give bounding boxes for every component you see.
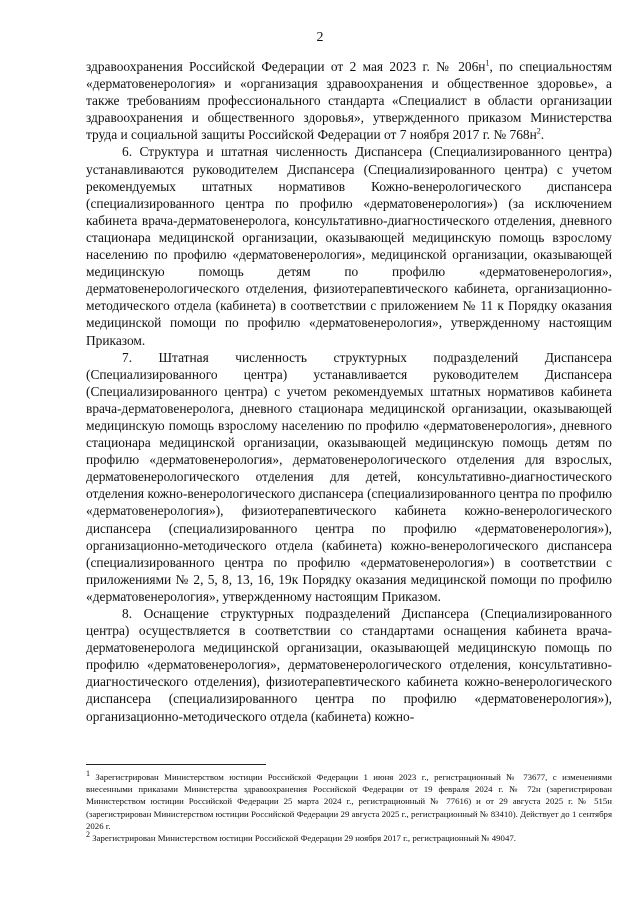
footnote-text: Зарегистрирован Министерством юстиции Российской Федерации 1 июня 2023 г., регистрационный № 73677, с изменениями внесенными приказами Министерства здравоохранения Российской Федерации от 19 февраля 2024 г. № 72н (зарегистрирован Министерством юстиции Российской Федерации 25 марта 2024 г., регистрационный № 77616) и от 29 августа 2025 г. № 515н (зарегистрирован Министерством юстиции Российской Федерации 29 августа 2025 г., регистрационный № 83410). Действует до 1 сентября 2026 г.: [86, 772, 612, 831]
footnote-ref-2[interactable]: 2: [536, 126, 541, 136]
paragraph-text: , по специальностям «дерматовенерология» и «организация здравоохранения и общественное здоровье», а также требованиям профессионального стандарта «Специалист в области организации здравоохранения и общественного здоровья», утвержденного приказом Министерства труда и социальной защиты Российской Федерации от 7 ноября 2017 г. № 768н: [86, 59, 612, 143]
footnote-ref-1[interactable]: 1: [485, 58, 490, 68]
footnote-mark-1: 1: [86, 769, 90, 779]
page-number: 2: [316, 30, 324, 45]
paragraph-text: здравоохранения Российской Федерации от 2 мая 2023 г. № 206н: [86, 59, 486, 74]
paragraph-text: .: [540, 127, 545, 143]
footnote-mark-2: 2: [86, 830, 90, 840]
paragraph-7: 7. Штатная численность структурных подразделений Диспансера (Специализированного центра) устанавливается руководителем Диспансера (Специализированного центра) с учетом рекомендуемых штатных нормативов кабинета врача-дерматовенеролога, дневного стационара медицинской организации, оказывающей медицинскую помощь взрослому населению по профилю «дерматовенерология», дневного стационара медицинской организации, оказывающей медицинскую помощь детям по профилю «дерматовенерология», дерматовенерологического отделения для взрослых, дерматовенерологического отделения для детей, консультативно-диагностического отделения кожно-венерологического диспансера (специализированного центра по профилю «дерматовенерология»), физиотерапевтического кабинета кожно-венерологического диспансера (специализированного центра по профилю «дерматовенерология»), организационно-методического отдела (кабинета) кожно-венерологического диспансера (специализированного центра по профилю «дерматовенерология») в соответствии с приложениями № 2, 5, 8, 13, 16, 19к Порядку оказания медицинской помощи по профилю «дерматовенерология», утвержденному настоящим Приказом.: [86, 349, 612, 604]
footnote-separator: [86, 764, 266, 765]
paragraph-6: 6. Структура и штатная численность Диспансера (Специализированного центра) устанавливаются руководителем Диспансера (Специализированного центра) с учетом рекомендуемых штатных нормативов Кожно-венерологического диспансера (специализированного центра по профилю «дерматовенерология») (за исключением кабинета врача-дерматовенеролога, консультативно-диагностического отделения, дневного стационара медицинской организации, оказывающей медицинскую помощь взрослому населению по профилю «дерматовенерология», медицинской организации, оказывающей медицинскую помощь детям по профилю «дерматовенерология», дерматовенерологического отделения, физиотерапевтического кабинета, организационно-методического отдела (кабинета) в соответствии с приложением № 11 к Порядку оказания медицинской помощи по профилю «дерматовенерология», утвержденному настоящим Приказом.: [86, 144, 612, 348]
footnote-1: [86, 771, 612, 832]
paragraph-continuation: [86, 58, 612, 143]
document-body: [86, 58, 612, 725]
footnote-text: Зарегистрирован Министерством юстиции Российской Федерации 29 ноября 2017 г., регистрационный № 49047.: [90, 833, 516, 844]
footnote-2: [86, 832, 612, 844]
footnotes: [86, 771, 612, 844]
paragraph-8: 8. Оснащение структурных подразделений Диспансера (Специализированного центра) осуществляется в соответствии со стандартами оснащения кабинета врача-дерматовенеролога медицинской организации, оказывающей медицинскую помощь по профилю «дерматовенерология», дерматовенерологического отделения, консультативно-диагностического отделения), физиотерапевтического кабинета кожно-венерологического диспансера (специализированного центра по профилю «дерматовенерология»), организационно-методического отдела (кабинета) кожно-: [86, 606, 612, 724]
